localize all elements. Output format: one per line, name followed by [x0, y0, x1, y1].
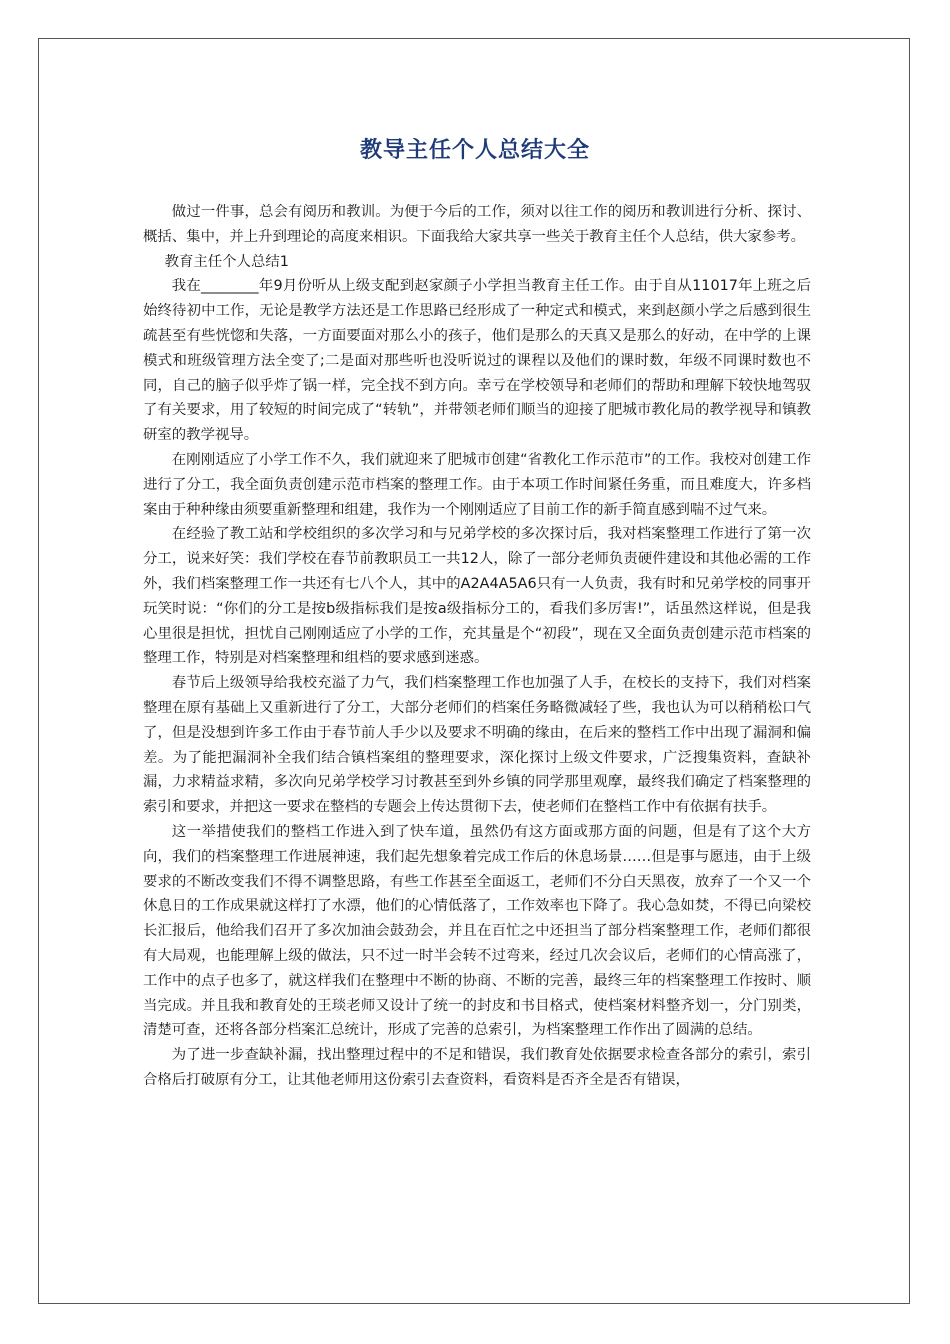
- body-paragraph: 在刚刚适应了小学工作不久，我们就迎来了肥城市创建“省教化工作示范市”的工作。我校对创建工作进行了分工，我全面负责创建示范市档案的整理工作。由于本项工作时间紧任务重，而且难度大，许多档案由于种种缘由须要重新整理和组建，我作为一个刚刚适应了目前工作的新手简直感到喘不过气来。: [143, 451, 811, 518]
- section-heading: 教育主任个人总结1: [164, 253, 289, 270]
- document-body: [143, 200, 811, 1093]
- body-paragraph: 为了进一步查缺补漏，找出整理过程中的不足和错误，我们教育处依据要求检查各部分的索引，索引合格后打破原有分工，让其他老师用这份索引去查资料，看资料是否齐全是否有错误，: [143, 1047, 811, 1088]
- body-paragraph: 我在________年9月份听从上级支配到赵家颜子小学担当教育主任工作。由于自从11017年上班之后始终待初中工作，无论是教学方法还是工作思路已经形成了一种定式和模式，来到赵颜小学之后感到很生疏甚至有些恍惚和失落，一方面要面对那么小的孩子，他们是那么的天真又是那么的好动，在中学的上课模式和班级管理方法全变了;二是面对那些听也没听说过的课程以及他们的课时数，年级不同课时数也不同，自己的脑子似乎炸了锅一样，完全找不到方向。幸亏在学校领导和老师们的帮助和理解下较快地驾驭了有关要求，用了较短的时间完成了“转轨”，并带领老师们顺当的迎接了肥城市教化局的教学视导和镇教研室的教学视导。: [143, 278, 811, 444]
- document-title: 教导主任个人总结大全: [359, 138, 590, 163]
- body-paragraph: 这一举措使我们的整档工作进入到了快车道，虽然仍有这方面或那方面的问题，但是有了这个大方向，我们的档案整理工作进展神速，我们起先想象着完成工作后的休息场景……但是事与愿违，由于上级要求的不断改变我们不得不调整思路，有些工作甚至全面返工，老师们不分白天黑夜，放弃了一个又一个休息日的工作成果就这样打了水漂，他们的心情低落了，工作效率也下降了。我心急如焚，不得已向梁校长汇报后，他给我们召开了多次加油会鼓劲会，并且在百忙之中还担当了部分档案整理工作，老师们都很有大局观，也能理解上级的做法，只不过一时半会转不过弯来，经过几次会议后，老师们的心情高涨了，工作中的点子也多了，就这样我们在整理中不断的协商、不断的完善，最终三年的档案整理工作按时、顺当完成。并且我和教育处的王琰老师又设计了统一的封皮和书目格式，使档案材料整齐划一，分门别类，清楚可查，还将各部分档案汇总统计，形成了完善的总索引，为档案整理工作作出了圆满的总结。: [143, 823, 811, 1039]
- body-paragraph: 春节后上级领导给我校充溢了力气，我们档案整理工作也加强了人手，在校长的支持下，我们对档案整理在原有基础上又重新进行了分工，大部分老师们的档案任务略微减轻了些，我也认为可以稍稍松口气了，但是没想到许多工作由于春节前人手少以及要求不明确的缘由，在后来的整档工作中出现了漏洞和偏差。为了能把漏洞补全我们结合镇档案组的整理要求，深化探讨上级文件要求，广泛搜集资料，查缺补漏，力求精益求精，多次向兄弟学校学习讨教甚至到外乡镇的同学那里观摩，最终我们确定了档案整理的索引和要求，并把这一要求在整档的专题会上传达贯彻下去，使老师们在整档工作中有依据有扶手。: [143, 675, 811, 816]
- body-paragraph: 在经验了教工站和学校组织的多次学习和与兄弟学校的多次探讨后，我对档案整理工作进行了第一次分工，说来好笑：我们学校在春节前教职员工一共12人，除了一部分老师负责硬件建设和其他必需的工作外，我们档案整理工作一共还有七八个人，其中的A2A4A5A6只有一人负责，我有时和兄弟学校的同事开玩笑时说：“你们的分工是按b级指标我们是按a级指标分工的，看我们多厉害!”，话虽然这样说，但是我心里很是担忧，担忧自己刚刚适应了小学的工作，充其量是个“初段”，现在又全面负责创建示范市档案的整理工作，特别是对档案整理和组档的要求感到迷惑。: [143, 526, 811, 667]
- intro-paragraph: 做过一件事，总会有阅历和教训。为便于今后的工作，须对以往工作的阅历和教训进行分析、探讨、概括、集中，并上升到理论的高度来相识。下面我给大家共享一些关于教育主任个人总结，供大家参考。: [143, 204, 811, 245]
